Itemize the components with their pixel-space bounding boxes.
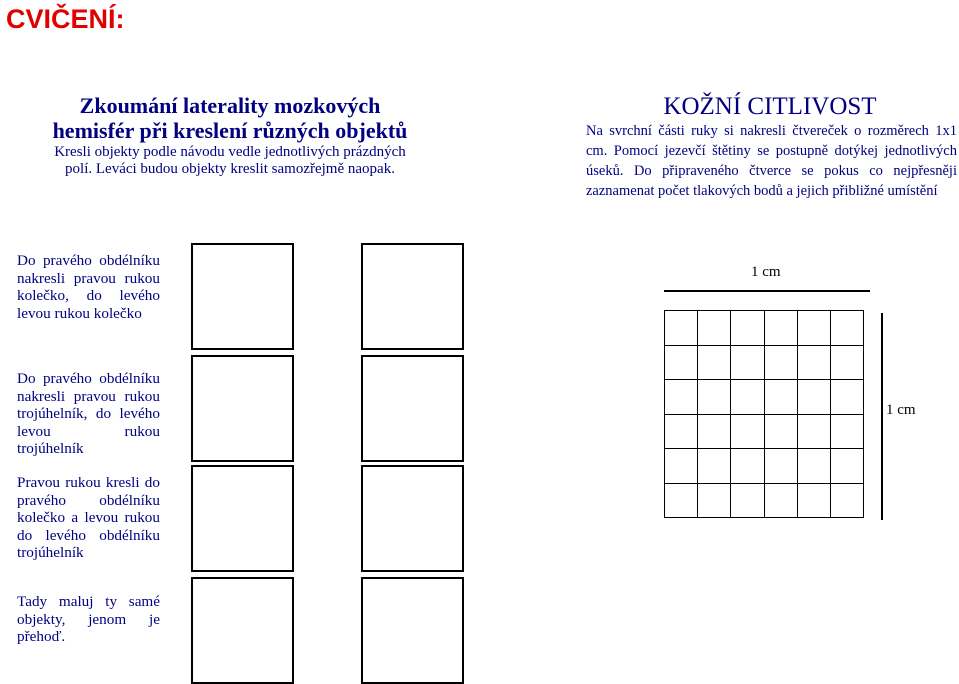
skin-sensitivity-title: KOŽNÍ CITLIVOST: [663, 93, 877, 120]
grid-cell[interactable]: [698, 311, 731, 346]
grid-cell[interactable]: [731, 380, 764, 415]
grid-cell[interactable]: [731, 415, 764, 450]
grid-cell[interactable]: [798, 415, 831, 450]
grid-cell[interactable]: [731, 449, 764, 484]
grid-cell[interactable]: [665, 415, 698, 450]
laterality-title: [40, 93, 420, 143]
grid-cell[interactable]: [765, 311, 798, 346]
grid-height-label: 1 cm: [886, 402, 916, 418]
exercise-1-left-drawing-box[interactable]: [191, 243, 294, 350]
grid-cell[interactable]: [831, 380, 864, 415]
grid-cell[interactable]: [831, 346, 864, 381]
exercise-1-right-drawing-box[interactable]: [361, 243, 464, 350]
grid-cell[interactable]: [665, 484, 698, 519]
grid-cell[interactable]: [731, 311, 764, 346]
pressure-points-grid: [664, 310, 864, 518]
exercise-3-right-drawing-box[interactable]: [361, 465, 464, 572]
skin-sensitivity-description: Na svrchní části ruky si nakresli čtvereček o rozměrech 1x1 cm. Pomocí jezevčí štětiny se postupně dotýkej jednotlivých úseků. Do připraveného čtverce se pokus co nejpřesněji zaznamenat počet tlakových bodů a jejich přibližné umístění: [586, 123, 957, 199]
grid-cell[interactable]: [731, 484, 764, 519]
exercise-2-left-drawing-box[interactable]: [191, 355, 294, 462]
exercise-4-right-drawing-box[interactable]: [361, 577, 464, 684]
laterality-title-line-1: Zkoumání laterality mozkových: [79, 93, 381, 118]
exercise-4-left-drawing-box[interactable]: [191, 577, 294, 684]
exercise-2-right-drawing-box[interactable]: [361, 355, 464, 462]
grid-cell[interactable]: [765, 346, 798, 381]
grid-cell[interactable]: [765, 380, 798, 415]
exercise-2-instructions: Do pravého obdélníku nakresli pravou rukou trojúhelník, do levého levou rukou trojúhelník: [17, 370, 160, 458]
grid-cell[interactable]: [665, 380, 698, 415]
laterality-description: [40, 144, 420, 178]
grid-cell[interactable]: [831, 484, 864, 519]
grid-cell[interactable]: [665, 449, 698, 484]
grid-cell[interactable]: [831, 311, 864, 346]
grid-height-scale-line: [881, 313, 883, 520]
grid-cell[interactable]: [698, 346, 731, 381]
grid-width-scale-line: [664, 290, 870, 292]
laterality-description-line-1: Kresli objekty podle návodu vedle jednotlivých prázdných: [54, 144, 406, 160]
exercise-1-instructions: Do pravého obdélníku nakresli pravou rukou kolečko, do levého levou rukou kolečko: [17, 252, 160, 322]
grid-cell[interactable]: [798, 346, 831, 381]
grid-cell[interactable]: [665, 311, 698, 346]
grid-cell[interactable]: [698, 380, 731, 415]
laterality-title-line-2: hemisfér při kreslení různých objektů: [52, 118, 408, 143]
grid-cell[interactable]: [665, 346, 698, 381]
exercise-4-instructions: Tady maluj ty samé objekty, jenom je přehoď.: [17, 593, 160, 646]
exercise-3-instructions: Pravou rukou kresli do pravého obdélníku kolečko a levou rukou do levého obdélníku trojúhelník: [17, 474, 160, 562]
grid-cell[interactable]: [831, 415, 864, 450]
grid-cell[interactable]: [765, 449, 798, 484]
grid-cell[interactable]: [731, 346, 764, 381]
grid-cell[interactable]: [798, 484, 831, 519]
page-title: CVIČENÍ:: [6, 4, 125, 34]
grid-cell[interactable]: [798, 311, 831, 346]
laterality-section: [40, 93, 420, 178]
grid-cell[interactable]: [798, 449, 831, 484]
grid-cell[interactable]: [698, 484, 731, 519]
grid-cell[interactable]: [698, 449, 731, 484]
grid-cell[interactable]: [798, 380, 831, 415]
grid-cell[interactable]: [765, 415, 798, 450]
grid-width-label: 1 cm: [751, 264, 781, 280]
grid-cell[interactable]: [698, 415, 731, 450]
laterality-description-line-2: polí. Leváci budou objekty kreslit samozřejmě naopak.: [65, 161, 395, 177]
grid-cell[interactable]: [831, 449, 864, 484]
grid-cell[interactable]: [765, 484, 798, 519]
exercise-3-left-drawing-box[interactable]: [191, 465, 294, 572]
